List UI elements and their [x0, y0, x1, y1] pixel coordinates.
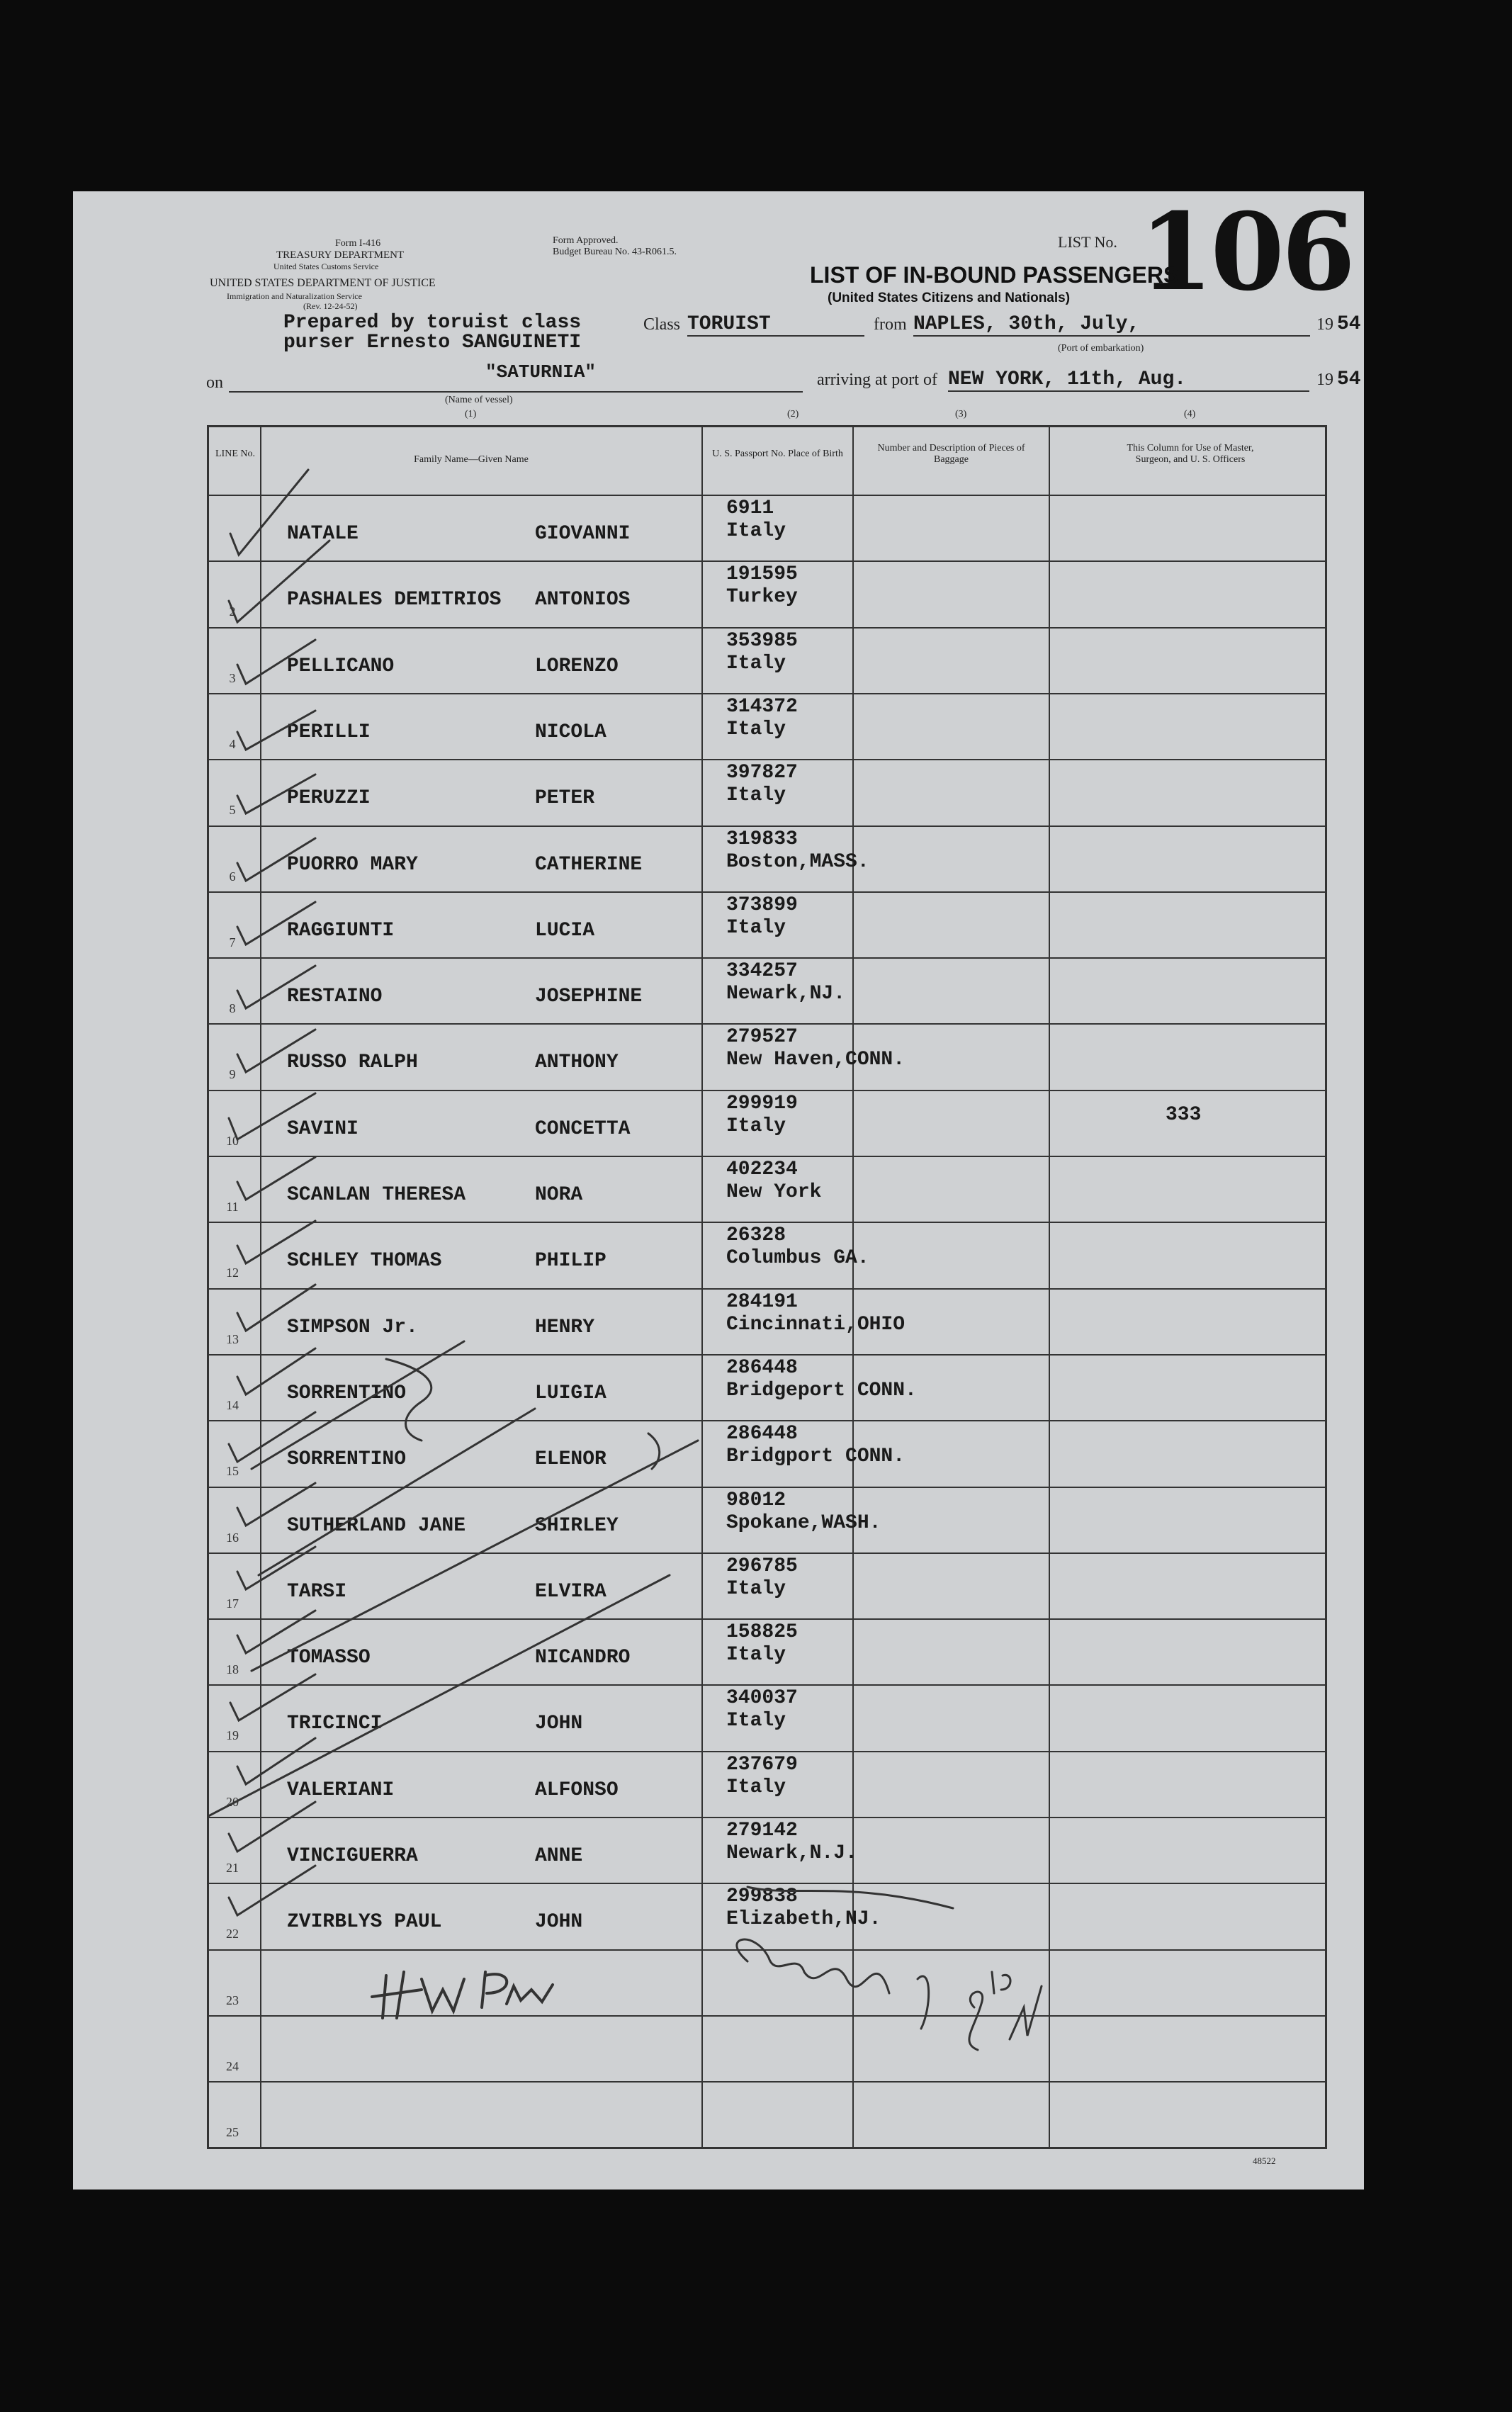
row-divider	[209, 825, 1325, 827]
place-of-birth: Bridgeport CONN.	[726, 1379, 917, 1402]
row-divider	[209, 1751, 1325, 1752]
column-number-3: (3)	[955, 409, 967, 419]
check-mark	[229, 1866, 315, 1915]
line-number: 9	[229, 1067, 236, 1082]
signature-initials	[737, 1887, 953, 2029]
line-number: 25	[226, 2125, 239, 2140]
check-marks-svg	[209, 427, 1325, 2147]
given-name: ANTONIOS	[535, 589, 631, 612]
check-mark	[237, 1221, 315, 1263]
line-number: 8	[229, 1001, 236, 1016]
check-mark	[237, 640, 315, 684]
line-number: 22	[226, 1927, 239, 1942]
check-mark	[237, 1611, 315, 1653]
row-divider	[209, 957, 1325, 959]
place-of-birth: Boston,MASS.	[726, 850, 869, 873]
row-divider	[209, 627, 1325, 629]
signature-8-10	[969, 1972, 1042, 2050]
place-of-birth: New York	[726, 1181, 822, 1203]
check-mark	[237, 1483, 315, 1526]
passport-number: 353985	[726, 629, 798, 652]
place-of-birth: Italy	[726, 1577, 786, 1600]
row-divider	[209, 560, 1325, 562]
place-of-birth: Italy	[726, 916, 786, 939]
line-number: 12	[226, 1266, 239, 1280]
given-name: JOHN	[535, 1713, 583, 1735]
check-mark	[229, 1093, 315, 1139]
given-name: NICOLA	[535, 721, 607, 743]
row-divider	[209, 1023, 1325, 1025]
line-number: 11	[226, 1200, 239, 1214]
family-name: ZVIRBLYS PAUL	[287, 1911, 442, 1934]
family-name: VINCIGUERRA	[287, 1845, 418, 1867]
passport-number: 299919	[726, 1092, 798, 1115]
family-name: SCANLAN THERESA	[287, 1184, 466, 1206]
form-approved: Form Approved.	[553, 235, 619, 246]
officer-note: 333	[1166, 1103, 1202, 1126]
treasury-department: TREASURY DEPARTMENT	[276, 249, 405, 261]
revision: (Rev. 12-24-52)	[303, 301, 358, 311]
ins-caption: Immigration and Naturalization Service	[227, 291, 362, 301]
line-number: 4	[229, 736, 236, 751]
passport-number: 158825	[726, 1621, 798, 1644]
line-number: 23	[226, 1993, 239, 2007]
row-divider	[209, 1420, 1325, 1421]
given-name: LORENZO	[535, 655, 619, 677]
line-number: 14	[226, 1397, 239, 1412]
row-divider	[209, 1288, 1325, 1290]
check-mark	[237, 1738, 315, 1784]
row-divider	[209, 693, 1325, 694]
family-name: PUORRO MARY	[287, 853, 418, 876]
line-number: 21	[226, 1861, 239, 1875]
row-divider	[209, 1552, 1325, 1554]
footer-code: 48522	[1253, 2155, 1276, 2166]
row-divider	[209, 1883, 1325, 1884]
line-number: 7	[229, 935, 236, 949]
line-number: 20	[226, 1794, 239, 1809]
passport-number: 299838	[726, 1886, 798, 1908]
passport-number: 334257	[726, 960, 798, 983]
list-title: LIST OF IN-BOUND PASSENGERS	[810, 262, 1179, 288]
given-name: ANNE	[535, 1845, 583, 1867]
passport-number: 286448	[726, 1356, 798, 1379]
given-name: GIOVANNI	[535, 523, 631, 545]
given-name: LUCIA	[535, 919, 595, 942]
passport-number: 296785	[726, 1555, 798, 1577]
row-divider	[209, 1156, 1325, 1157]
row-divider	[209, 891, 1325, 893]
passport-number: 26328	[726, 1224, 786, 1247]
place-of-birth: Italy	[726, 1710, 786, 1732]
place-of-birth: Italy	[726, 784, 786, 807]
place-of-birth: Turkey	[726, 586, 798, 609]
given-name: HENRY	[535, 1316, 595, 1339]
customs-service: United States Customs Service	[273, 261, 379, 271]
line-number: 17	[226, 1596, 239, 1611]
passport-number: 279142	[726, 1820, 798, 1842]
passport-number: 98012	[726, 1489, 786, 1511]
check-mark	[229, 1802, 315, 1852]
line-number: 2	[229, 604, 236, 619]
given-name: NORA	[535, 1184, 583, 1206]
check-mark	[237, 966, 315, 1008]
line-number: 15	[226, 1464, 239, 1479]
passport-number: 373899	[726, 894, 798, 916]
passport-number: 340037	[726, 1687, 798, 1710]
row-divider	[209, 1618, 1325, 1620]
given-name: SHIRLEY	[535, 1514, 619, 1537]
family-name: RAGGIUNTI	[287, 919, 395, 942]
list-subtitle: (United States Citizens and Nationals)	[828, 291, 1071, 305]
check-mark	[237, 1030, 315, 1072]
row-divider	[209, 1684, 1325, 1686]
family-name: TARSI	[287, 1580, 347, 1603]
given-name: LUIGIA	[535, 1382, 607, 1404]
row-divider	[209, 2081, 1325, 2083]
passport-number: 286448	[726, 1423, 798, 1445]
prepared-by-line-1: Prepared by toruist class	[283, 312, 582, 334]
passenger-table	[207, 425, 1327, 2149]
place-of-birth: Bridgport CONN.	[726, 1445, 905, 1468]
vessel-name: "SATURNIA"	[485, 361, 597, 383]
given-name: PETER	[535, 787, 595, 810]
year2-prefix: 19	[1316, 371, 1333, 389]
family-name: PELLICANO	[287, 655, 395, 677]
line-number: 10	[226, 1133, 239, 1148]
row-divider	[209, 1817, 1325, 1818]
given-name: ELVIRA	[535, 1580, 607, 1603]
given-name: JOSEPHINE	[535, 986, 643, 1008]
check-mark	[237, 711, 315, 750]
passport-number: 397827	[726, 762, 798, 784]
place-of-birth: Italy	[726, 1776, 786, 1798]
given-name: ELENOR	[535, 1448, 607, 1471]
line-number: 6	[229, 869, 236, 884]
place-of-birth: Italy	[726, 520, 786, 542]
long-pen-stroke	[252, 1341, 464, 1469]
family-name: PERILLI	[287, 721, 371, 743]
passport-number: 319833	[726, 828, 798, 850]
long-pen-stroke	[209, 1575, 670, 1823]
place-of-birth: Italy	[726, 1115, 786, 1137]
place-of-birth: Spokane,WASH.	[726, 1511, 881, 1534]
given-name: CONCETTA	[535, 1117, 631, 1140]
line-number: 16	[226, 1530, 239, 1545]
line-number: 3	[229, 670, 236, 685]
given-name: ANTHONY	[535, 1052, 619, 1074]
col-header-passport: U. S. Passport No. Place of Birth	[712, 449, 843, 459]
family-name: SIMPSON Jr.	[287, 1316, 418, 1339]
row-divider	[209, 1354, 1325, 1356]
line-number: 24	[226, 2058, 239, 2073]
family-name: SORRENTINO	[287, 1382, 407, 1404]
long-pen-stroke	[252, 1441, 698, 1671]
passport-number: 314372	[726, 695, 798, 718]
place-of-birth: Elizabeth,NJ.	[726, 1908, 881, 1931]
column-number-2: (2)	[787, 409, 799, 419]
family-name: PASHALES DEMITRIOS	[287, 589, 502, 612]
sorrentino-bracket	[386, 1359, 431, 1441]
family-name: RUSSO RALPH	[287, 1052, 418, 1074]
row-divider	[209, 2015, 1325, 2017]
class-label: Class	[643, 315, 681, 334]
passport-number: 402234	[726, 1159, 798, 1180]
port-of-embarkation-caption: (Port of embarkation)	[1058, 343, 1144, 354]
check-mark	[230, 1674, 315, 1720]
given-name: CATHERINE	[535, 853, 643, 876]
signature-hw	[372, 1972, 553, 2018]
family-name: SAVINI	[287, 1117, 359, 1140]
place-of-birth: Italy	[726, 652, 786, 675]
row-divider	[209, 1487, 1325, 1488]
class-value: TORUIST	[687, 313, 864, 337]
family-name: SUTHERLAND JANE	[287, 1514, 466, 1537]
check-mark	[237, 838, 315, 881]
family-name: PERUZZI	[287, 787, 371, 810]
given-name: NICANDRO	[535, 1647, 631, 1669]
arrival-port: NEW YORK, 11th, Aug.	[948, 368, 1309, 392]
prepared-by-line-2: purser Ernesto SANGUINETI	[283, 332, 582, 354]
place-of-birth: Italy	[726, 718, 786, 740]
place-of-birth: Newark,NJ.	[726, 983, 846, 1005]
check-mark	[237, 774, 315, 813]
place-of-birth: Newark,N.J.	[726, 1842, 857, 1864]
col-header-line-no: LINE No.	[215, 449, 255, 459]
year-value: 54	[1337, 313, 1361, 335]
family-name: TRICINCI	[287, 1713, 383, 1735]
row-divider	[209, 759, 1325, 760]
place-of-birth: New Haven,CONN.	[726, 1049, 905, 1071]
family-name: SCHLEY THOMAS	[287, 1250, 442, 1273]
vessel-caption: (Name of vessel)	[445, 395, 513, 405]
given-name: ALFONSO	[535, 1779, 619, 1801]
family-name: VALERIANI	[287, 1779, 395, 1801]
given-name: PHILIP	[535, 1250, 607, 1273]
line-number: 5	[229, 803, 236, 818]
list-number-stamp: 106	[1139, 190, 1353, 315]
family-name: RESTAINO	[287, 986, 383, 1008]
row-divider	[209, 1949, 1325, 1951]
port-of-embarkation: NAPLES, 30th, July,	[913, 313, 1310, 337]
department-of-justice: UNITED STATES DEPARTMENT OF JUSTICE	[210, 277, 436, 289]
check-mark	[230, 470, 308, 555]
passport-number: 284191	[726, 1290, 798, 1313]
column-number-1: (1)	[465, 409, 477, 419]
year-prefix: 19	[1316, 315, 1333, 334]
col-header-officers: This Column for Use of Master, Surgeon, and U. S. Officers	[1127, 443, 1254, 465]
header-separator	[209, 495, 1325, 496]
given-name: JOHN	[535, 1911, 583, 1934]
place-of-birth: Cincinnati,OHIO	[726, 1313, 905, 1336]
family-name: NATALE	[287, 523, 359, 545]
passport-number: 6911	[726, 497, 774, 519]
place-of-birth: Italy	[726, 1644, 786, 1667]
col-header-name: Family Name—Given Name	[414, 454, 529, 465]
row-divider	[209, 1090, 1325, 1091]
family-name: SORRENTINO	[287, 1448, 407, 1471]
line-number: 18	[226, 1662, 239, 1677]
col-header-baggage: Number and Description of Pieces of Baggage	[877, 443, 1025, 465]
passport-number: 191595	[726, 563, 798, 586]
list-number-label: LIST No.	[1058, 233, 1117, 251]
check-mark	[229, 541, 329, 622]
passport-number: 237679	[726, 1753, 798, 1776]
check-mark	[237, 1285, 315, 1331]
from-label: from	[874, 315, 907, 334]
budget-bureau: Budget Bureau No. 43-R061.5.	[553, 247, 677, 257]
line-number: 13	[226, 1331, 239, 1346]
check-mark	[237, 1157, 315, 1200]
check-mark	[237, 902, 315, 945]
passport-number: 279527	[726, 1026, 798, 1049]
family-name: TOMASSO	[287, 1647, 371, 1669]
on-label: on	[206, 373, 223, 392]
column-number-4: (4)	[1184, 409, 1196, 419]
form-number: Form I-416	[335, 238, 381, 249]
year2-value: 54	[1337, 368, 1361, 390]
row-divider	[209, 1222, 1325, 1223]
place-of-birth: Columbus GA.	[726, 1247, 869, 1270]
line-number: 19	[226, 1728, 239, 1743]
arriving-label: arriving at port of	[817, 371, 937, 389]
